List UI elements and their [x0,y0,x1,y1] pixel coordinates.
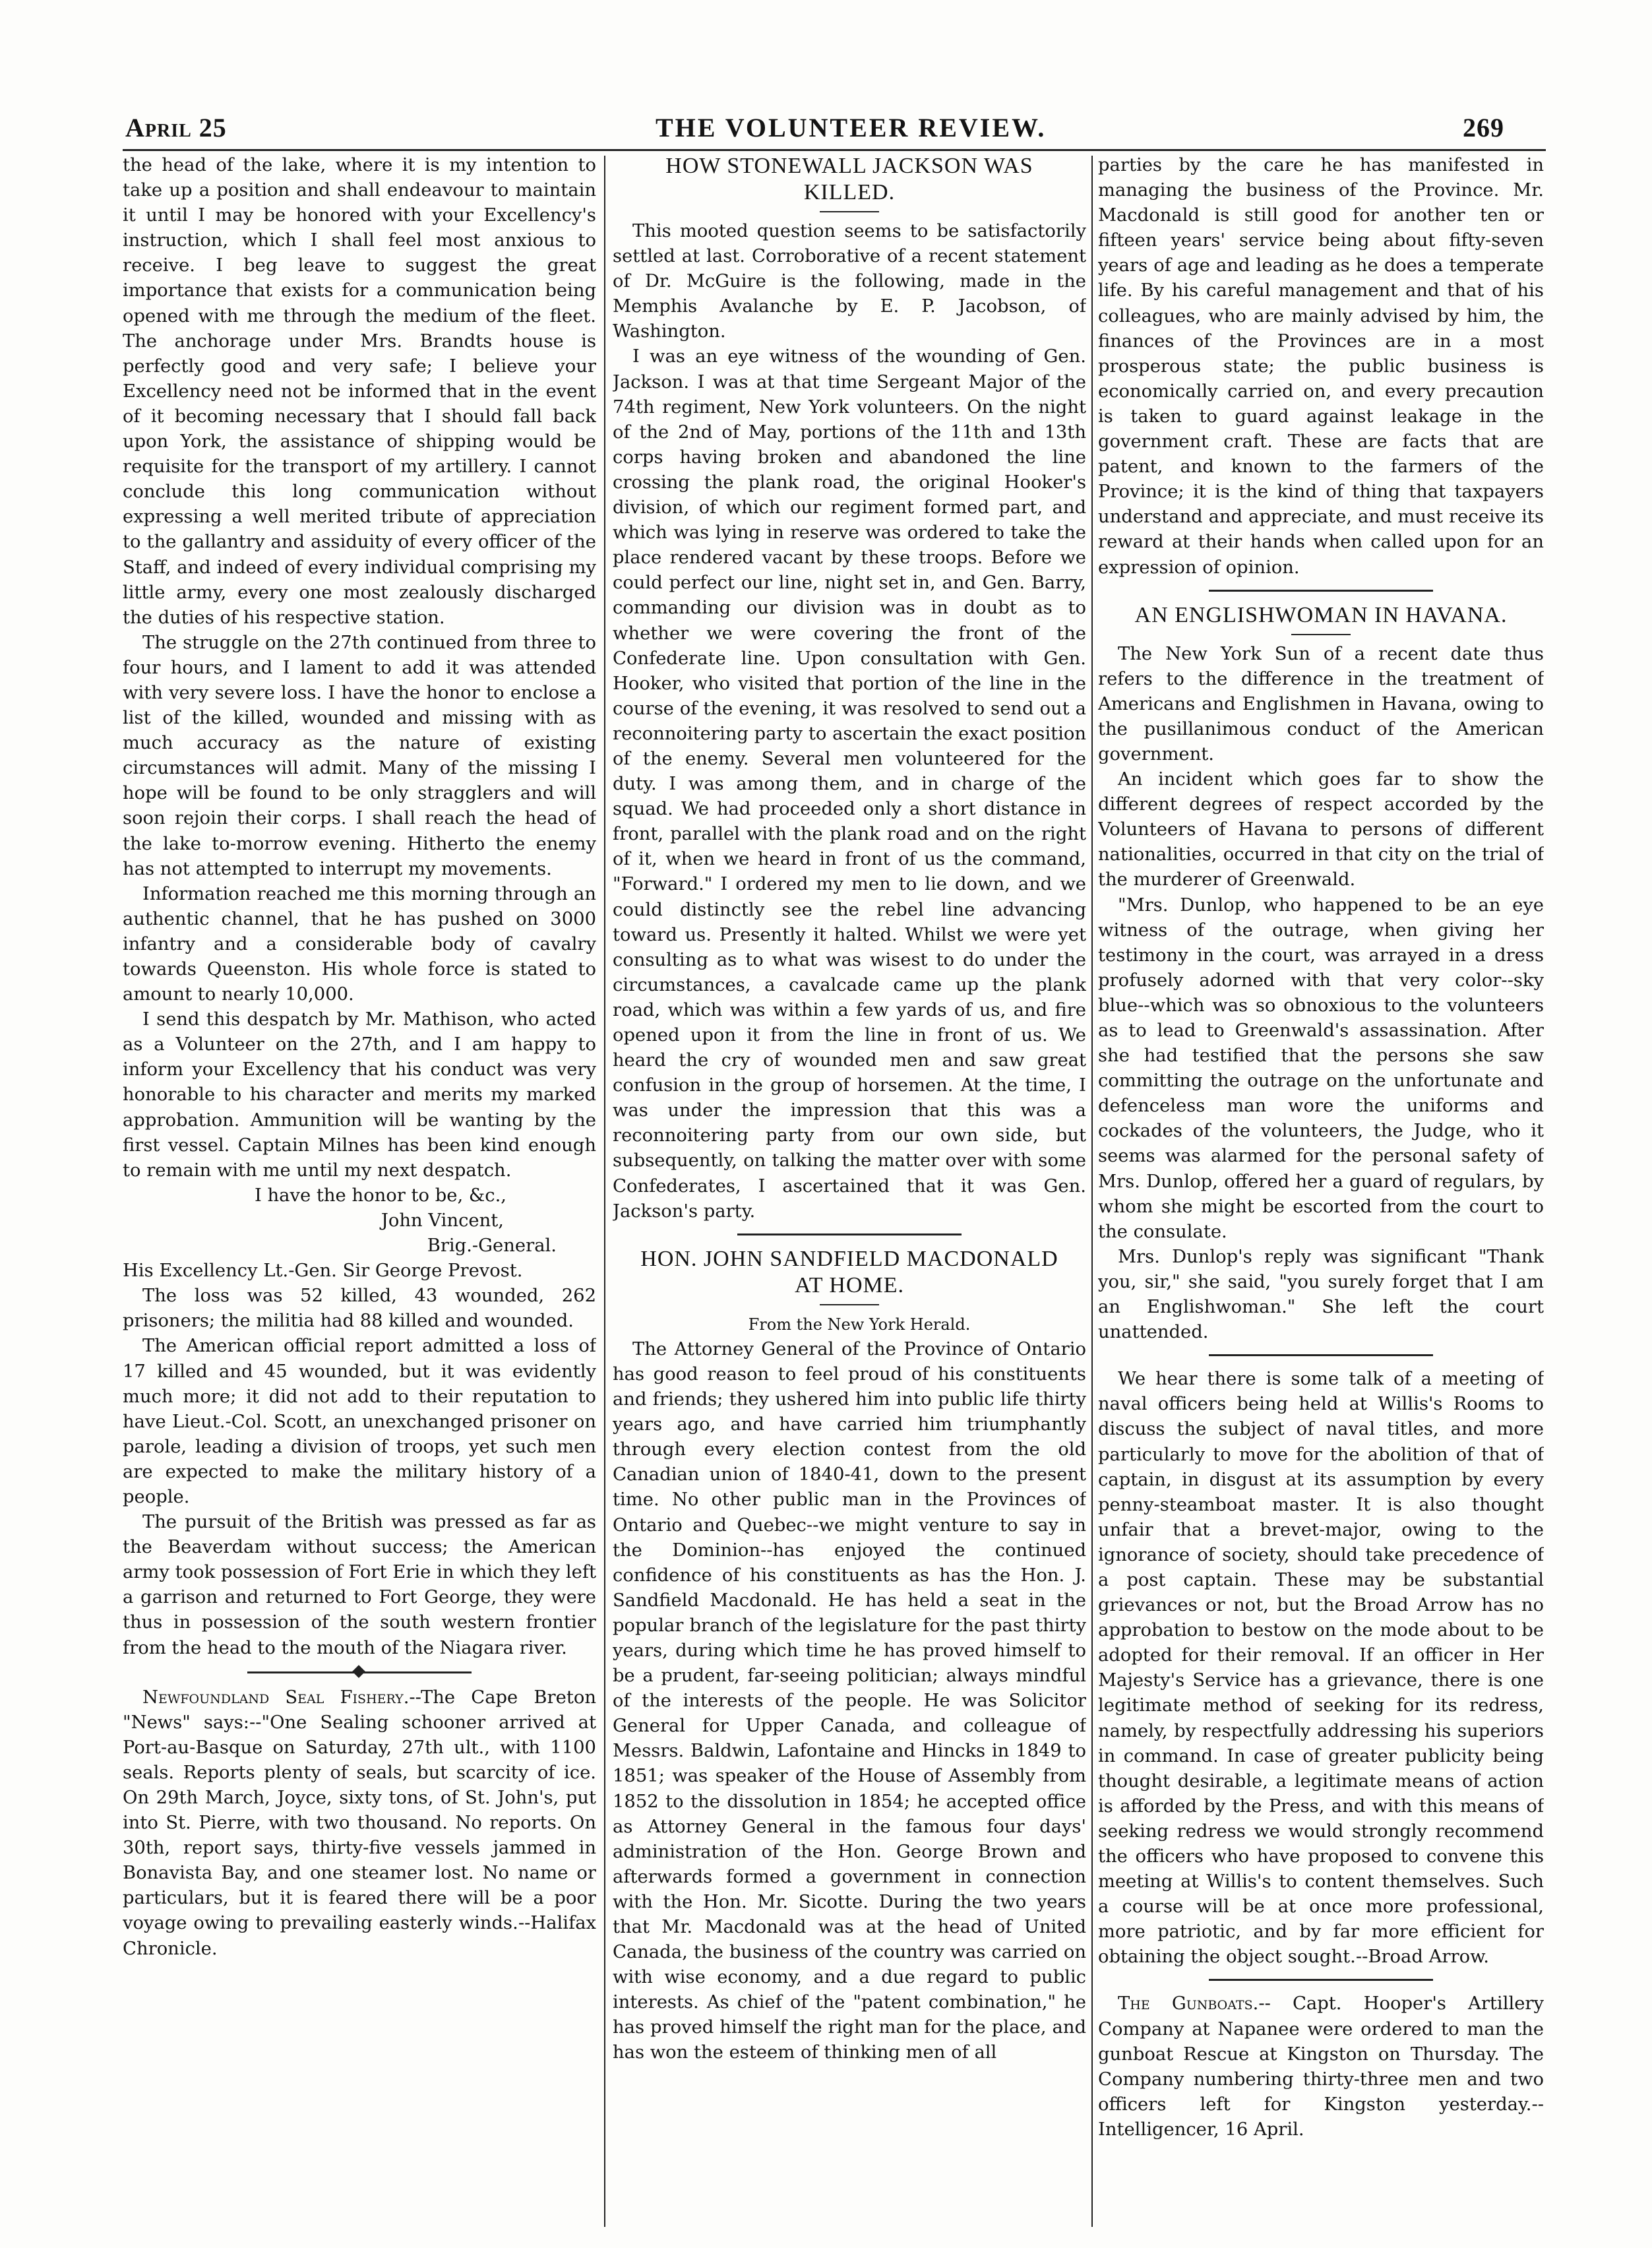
item-lead: The Gunboats. [1118,1993,1259,2014]
letter-signer-rank: Brig.-General. [427,1235,557,1257]
section-separator [1209,590,1433,592]
article-paragraph: Information reached me this morning through an authentic channel, that he has pushed on 3000 infantry and a considerable body of cavalry towards Queenston. His whole force is stated to amount to nearly 10,000. [123,883,596,1005]
heading-line: HOW STONEWALL JACKSON WAS [665,154,1033,178]
heading-line: AT HOME. [794,1272,905,1297]
article-paragraph: I send this despatch by Mr. Mathison, who acted as a Volunteer on the 27th, and I am happy to inform your Excellency that his conduct was very honorable to his character and merits my marked approbation. Ammunition will be wanting by the first vessel. Captain Milnes has been kind enough to remain with me until my next despatch. [123,1009,596,1181]
article-paragraph: Mrs. Dunlop's reply was significant "Thank you, sir," she said, "you surely forget that I am an Englishwoman." She left the court unattended. [1098,1246,1544,1343]
publication-title: THE VOLUNTEER REVIEW. [656,113,1047,142]
column-2 [613,153,1086,2231]
section-separator [1209,1979,1433,1981]
article-paragraph: The New York Sun of a recent date thus refers to the difference in the treatment of Americans and Englishmen in Havana, owing to the pusillanimous conduct of the American government. [1098,643,1544,765]
heading-rule [820,1304,879,1305]
article-paragraph: "Mrs. Dunlop, who happened to be an eye witness of the outrage, when giving her testimony in the court, was arrayed in a dress profusely adorned with that very color--sky blue--which was so obnoxious to the volunteers as to lead to Greenwald's assassination. After she had testified that the persons she saw committing the outrage on the unfortunate and defenceless man wore the uniforms and cockades of the volunteers, the Judge, who it seems was alarmed for the personal safety of Mrs. Dunlop, offered her a guard of regulars, by whom she might be escorted from the court to the consulate. [1098,894,1544,1242]
section-separator [247,1671,472,1673]
article-paragraph: the head of the lake, where it is my intention to take up a position and shall endeavour to maintain it until I may be honored with your Excellency's instruction, which I shall feel most anxious to receive. I beg leave to suggest the great importance that exists for a communication being opened with me through the medium of the fleet. The anchorage under Mrs. Brandts house is perfectly good and very safe; I believe your Excellency need not be informed that in the event of it becoming necessary that I should fall back upon York, the assistance of shipping would be requisite for the transport of my artillery. I cannot conclude this long communication without expressing a well merited tribute of appreciation to the gallantry and assiduity of every officer of the Staff, and indeed of every individual comprising my little army, every one most zealously discharged the duties of his respective station. [123,155,596,628]
heading-line: KILLED. [803,180,896,204]
column-divider-right [1091,156,1093,2227]
heading-rule [820,211,879,212]
letter-signer: John Vincent, [381,1210,504,1231]
article-paragraph: The struggle on the 27th continued from three to four hours, and I lament to add it was attended with very severe loss. I have the honor to enclose a list of the killed, wounded and missing with as much accuracy as the nature of existing circumstances will admit. Many of the missing I hope will be found to be only stragglers and will soon rejoin their corps. I shall reach the head of the lake to-morrow evening. Hitherto the enemy has not attempted to interrupt my movements. [123,632,596,879]
item-text: -- Capt. Hooper's Artillery Company at Napanee were ordered to man the gunboat Rescue at Kingston on Thursday. The Company numbering thirty-three men and two officers left for Kingston yesterday.--Intelligencer, 16 April. [1098,1993,1544,2140]
heading-line: HON. JOHN SANDFIELD MACDONALD [640,1246,1058,1271]
gunboats-item [1098,1991,1544,2142]
article-paragraph: The pursuit of the British was pressed as far as the Beaverdam without success; the American army took possession of Fort Erie in which they left a garrison and returned to Fort George, they were thus in possession of the south western frontier from the head to the mouth of the Niagara river. [123,1512,596,1658]
issue-date: April 25 [125,113,227,142]
header-rule [123,149,1546,151]
seal-fishery-item [123,1685,596,1962]
article-paragraph: This mooted question seems to be satisfactorily settled at last. Corroborative of a recent statement of Dr. McGuire is the following, made in the Memphis Avalanche by E. P. Jacobson, of Washington. [613,221,1086,342]
column-divider-left [604,156,605,2227]
article-paragraph: We hear there is some talk of a meeting of naval officers being held at Willis's Rooms to discuss the subject of naval titles, and more particularly to move for the abolition of that of captain, in disgust at its assumption by every penny-steamboat master. It is also thought unfair that a brevet-major, owing to the ignorance of society, should take precedence of a post captain. These may be substantial grievances or not, but the Broad Arrow has no approbation to bestow on the mode about to be adopted for their removal. If an officer in Her Majesty's Service has a grievance, there is one legitimate method of seeking for its redress, namely, by respectfully addressing his superiors in command. In case of greater publicity being thought desirable, a legitimate means of action is afforded by the Press, and with this means of seeking redress we would strongly recommend the officers who have proposed to convene this meeting at Willis's to content themselves. Such a course will be at once more professional, more patriotic, and by far more efficient for obtaining the object sought.--Broad Arrow. [1098,1369,1544,1968]
article-paragraph: The loss was 52 killed, 43 wounded, 262 prisoners; the militia had 88 killed and wounded. [123,1286,596,1332]
item-text: --The Cape Breton "News" says:--"One Sealing schooner arrived at Port-au-Basque on Saturday, 27th ult., with 1100 seals. Reports plenty of seals, but scarcity of ice. On 29th March, Joyce, sixty tons, of St. John's, put into St. Pierre, with two thousand. No reports. On 30th, report says, thirty-five vessels jammed in Bonavista Bay, and one steamer lost. No name or particulars, but it is feared there will be a poor voyage owing to prevailing easterly winds.--Halifax Chronicle. [123,1687,596,1959]
section-separator [737,1233,962,1235]
article-paragraph: parties by the care he has manifested in managing the business of the Province. Mr. Macdonald is still good for another ten or fifteen years' service being about fifty-seven years of age and leading as he does a temperate life. By his careful management and that of his colleagues, who are mainly advised by him, the finances of the Provinces are in a most prosperous state; the public business is economically carried on, and every precaution is taken to guard against leakage in the government craft. These are facts that are patent, and known to the farmers of the Province; it is the kind of thing that taxpayers understand and appreciate, and must receive its reward at their hands when called upon for an expression of opinion. [1098,155,1544,578]
item-lead: Newfoundland Seal Fishery. [142,1687,410,1708]
article-paragraph: An incident which goes far to show the different degrees of respect accorded by the Volunteers of Havana to persons of different nationalities, occurred in that city on the trial of the murderer of Greenwald. [1098,769,1544,890]
article-heading: AN ENGLISHWOMAN IN HAVANA. [1134,602,1508,627]
article-source: From the New York Herald. [748,1315,971,1334]
article-heading [613,153,1086,206]
heading-rule [1291,634,1351,635]
article-heading [613,1246,1086,1299]
article-paragraph: The Attorney General of the Province of Ontario has good reason to feel proud of his constituents and friends; they ushered him into public life thirty years ago, and have carried him triumphantly through every election contest from the old Canadian union of 1840-41, down to the present time. No other public man in the Provinces of Ontario and Quebec--we might venture to say in the Dominion--has enjoyed the continued confidence of his constituents as has the Hon. J. Sandfield Macdonald. He has held a seat in the popular branch of the legislature for the past thirty years, during which time he has proved himself to be a prudent, far-seeing politician; always mindful of the interests of the people. He was Solicitor General for Upper Canada, and colleague of Messrs. Baldwin, Lafontaine and Hincks in 1849 to 1851; was speaker of the House of Assembly from 1852 to the dissolution in 1854; he accepted office as Attorney General in the famous four days' administration of the Hon. George Brown and afterwards formed a government in connection with the Hon. Mr. Sicotte. During the two years that Mr. Macdonald was at the head of United Canada, the business of the country was carried on with wise economy, and a due regard to public interests. As chief of the "patent combination," he has proved himself the right man for the place, and has won the esteem of thinking men of all [613,1338,1086,2063]
section-separator [1209,1354,1433,1356]
column-1 [123,153,596,2231]
column-3 [1098,153,1544,2231]
page-number: 269 [1463,113,1504,142]
letter-addressee: His Excellency Lt.-Gen. Sir George Prevost. [123,1261,523,1282]
letter-closing: I have the honor to be, &c., [255,1185,507,1206]
article-paragraph: The American official report admitted a loss of 17 killed and 45 wounded, but it was evidently much more; it did not add to their reputation to have Lieut.-Col. Scott, an unexchanged prisoner on parole, leading a division of troops, yet such men are expected to make the military history of a people. [123,1336,596,1507]
article-paragraph: I was an eye witness of the wounding of Gen. Jackson. I was at that time Sergeant Major of the 74th regiment, New York volunteers. On the night of the 2nd of May, portions of the 11th and 13th corps having broken and abandoned the line crossing the plank road, the original Hooker's division, of which our regiment formed part, and which was lying in reserve was ordered to take the place rendered vacant by these troops. Before we could perfect our line, night set in, and Gen. Barry, commanding our division was in doubt as to whether we were covering the front of the Confederate line. Upon consultation with Gen. Hooker, who visited that portion of the line in the course of the evening, it was resolved to send out a reconnoitering party to ascertain the exact position of the enemy. Several men volunteered for the duty. I was among them, and in charge of the squad. We had proceeded only a short distance in front, parallel with the plank road and on the right of it, when we heard in front of us the command, "Forward." I ordered my men to lie down, and we could distinctly see the rebel line advancing toward us. Presently it halted. Whilst we were yet consulting as to what was wisest to do under the circumstances, a cavalcade came up the plank road, which was within a few yards of us, and fire opened upon it from the line in front of us. We heard the cry of wounded men and saw great confusion in the group of horsemen. At the time, I was under the impression that this was a reconnoitering party from our own side, but subsequently, on talking the matter over with some Confederates, I ascertained that it was Gen. Jackson's party. [613,346,1086,1222]
